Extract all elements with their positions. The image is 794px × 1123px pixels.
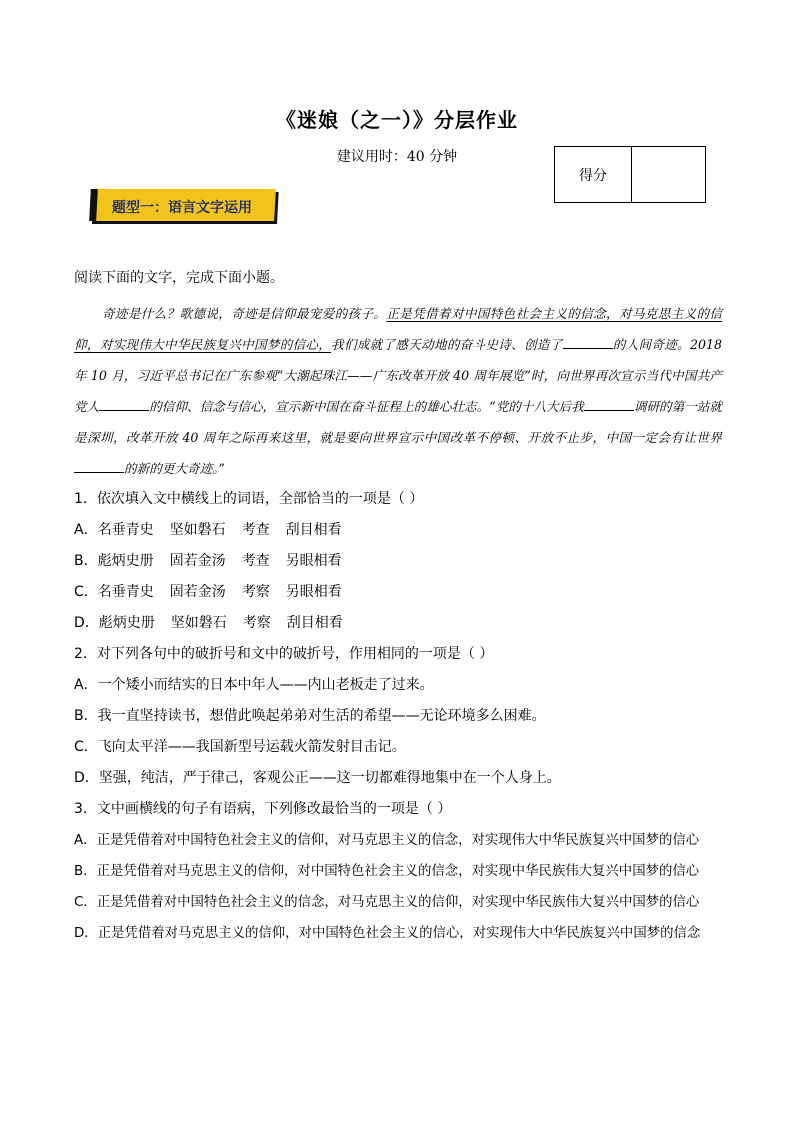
question-stem: 2．对下列各句中的破折号和文中的破折号，作用相同的一项是（ ） bbox=[74, 646, 494, 662]
reading-instruction: 阅读下面的文字，完成下面小题。 bbox=[74, 270, 284, 286]
option-a[interactable] bbox=[74, 825, 722, 856]
option-text: 正是凭借着对马克思主义的信仰，对中国特色社会主义的信念，对实现中华民族伟大复兴中国梦的信心 bbox=[96, 864, 700, 879]
option-letter: C． bbox=[74, 584, 98, 600]
section-badge-label: 题型一：语言文字运用 bbox=[112, 200, 252, 216]
option-term: 固若金汤 bbox=[169, 553, 226, 569]
option-letter: A． bbox=[74, 833, 97, 848]
underlined-sentence: 正是凭借着对中国特色社会主义的信念，对马克思主义的信仰，对实现伟大中华民族复兴中国梦的信心， bbox=[74, 306, 723, 352]
score-value-field[interactable] bbox=[632, 147, 705, 202]
option-letter: B． bbox=[74, 864, 97, 879]
worksheet-body bbox=[74, 268, 722, 949]
blank-line bbox=[584, 396, 634, 411]
option-term: 刮目相看 bbox=[285, 522, 342, 538]
option-term: 考察 bbox=[241, 584, 270, 600]
option-text: 我一直坚持读书，想借此唤起弟弟对生活的希望——无论环境多么困难。 bbox=[97, 708, 546, 724]
option-term: 坚如磐石 bbox=[169, 522, 226, 538]
question-1 bbox=[74, 484, 722, 639]
option-letter: B． bbox=[74, 708, 98, 724]
passage-text: 的人间奇迹。2018 年 10 月，习近平总书记在广东参观“大潮起珠江——广东改革开放 40 周年展览”时，向世界再次宣示当代中国共产党人 bbox=[74, 337, 722, 414]
option-c[interactable] bbox=[74, 887, 722, 918]
option-term: 另眼相看 bbox=[285, 584, 342, 600]
option-letter: C． bbox=[74, 739, 98, 755]
option-a[interactable] bbox=[74, 515, 722, 546]
option-term: 名垂青史 bbox=[97, 522, 154, 538]
option-text: 正是凭借着对中国特色社会主义的信念，对马克思主义的信仰，对实现中华民族伟大复兴中国梦的信心 bbox=[96, 895, 700, 910]
option-letter: D． bbox=[74, 615, 99, 631]
question-stem: 3．文中画横线的句子有语病，下列修改最恰当的一项是（ ） bbox=[74, 801, 452, 817]
option-term: 彪炳史册 bbox=[98, 615, 155, 631]
blank-line bbox=[563, 334, 613, 349]
option-c[interactable] bbox=[74, 577, 722, 608]
blank-line bbox=[74, 458, 124, 473]
option-term: 考察 bbox=[242, 615, 271, 631]
question-stem: 1．依次填入文中横线上的词语，全部恰当的一项是（ ） bbox=[74, 491, 424, 507]
suggested-time: 建议用时：40 分钟 bbox=[336, 149, 458, 165]
passage-text: 奇迹是什么？歌德说，奇迹是信仰最宠爱的孩子。 bbox=[102, 306, 387, 321]
option-d[interactable] bbox=[74, 608, 722, 639]
option-letter: A． bbox=[74, 677, 98, 693]
passage-text: 的新的更大奇迹。” bbox=[124, 461, 225, 476]
option-term: 另眼相看 bbox=[285, 553, 342, 569]
option-a[interactable] bbox=[74, 670, 722, 701]
option-d[interactable] bbox=[74, 763, 722, 794]
option-letter: A． bbox=[74, 522, 98, 538]
option-letter: D． bbox=[74, 926, 98, 941]
option-term: 名垂青史 bbox=[97, 584, 154, 600]
option-term: 彪炳史册 bbox=[97, 553, 154, 569]
option-text: 正是凭借着对马克思主义的信仰，对中国特色社会主义的信心，对实现伟大中华民族复兴中国梦的信念 bbox=[97, 926, 701, 941]
option-c[interactable] bbox=[74, 732, 722, 763]
option-term: 考查 bbox=[241, 553, 270, 569]
score-box bbox=[554, 146, 706, 203]
option-text: 一个矮小而结实的日本中年人——内山老板走了过来。 bbox=[97, 677, 434, 693]
section-badge bbox=[84, 183, 274, 229]
option-term: 考查 bbox=[241, 522, 270, 538]
option-term: 刮目相看 bbox=[286, 615, 343, 631]
option-letter: C． bbox=[74, 895, 97, 910]
option-letter: D． bbox=[74, 770, 99, 786]
option-b[interactable] bbox=[74, 856, 722, 887]
passage-text: 的信仰、信念与信心，宣示新中国在奋斗征程上的雄心壮志。“党的十八大后我 bbox=[149, 399, 584, 414]
option-b[interactable] bbox=[74, 546, 722, 577]
option-b[interactable] bbox=[74, 701, 722, 732]
option-letter: B． bbox=[74, 553, 98, 569]
option-text: 飞向太平洋——我国新型号运载火箭发射目击记。 bbox=[97, 739, 406, 755]
blank-line bbox=[99, 396, 149, 411]
score-label: 得分 bbox=[555, 147, 632, 202]
option-d[interactable] bbox=[74, 918, 722, 949]
option-text: 坚强，纯洁，严于律己，客观公正——这一切都难得地集中在一个人身上。 bbox=[98, 770, 561, 786]
reading-passage bbox=[74, 298, 722, 484]
option-term: 固若金汤 bbox=[169, 584, 226, 600]
page-title: 《迷娘（之一）》分层作业 bbox=[276, 108, 518, 132]
passage-text: 我们成就了感天动地的奋斗史诗、创造了 bbox=[331, 337, 563, 352]
question-2 bbox=[74, 639, 722, 794]
question-3 bbox=[74, 794, 722, 949]
option-term: 坚如磐石 bbox=[170, 615, 227, 631]
passage-text: 调研的第一站就是深圳，改革开放 40 周年之际再来这里，就是要向世界宣示中国改革不停顿、开放不止步，中国一定会有让世界 bbox=[74, 399, 723, 445]
option-text: 正是凭借着对中国特色社会主义的信仰，对马克思主义的信念，对实现伟大中华民族复兴中国梦的信心 bbox=[96, 833, 700, 848]
